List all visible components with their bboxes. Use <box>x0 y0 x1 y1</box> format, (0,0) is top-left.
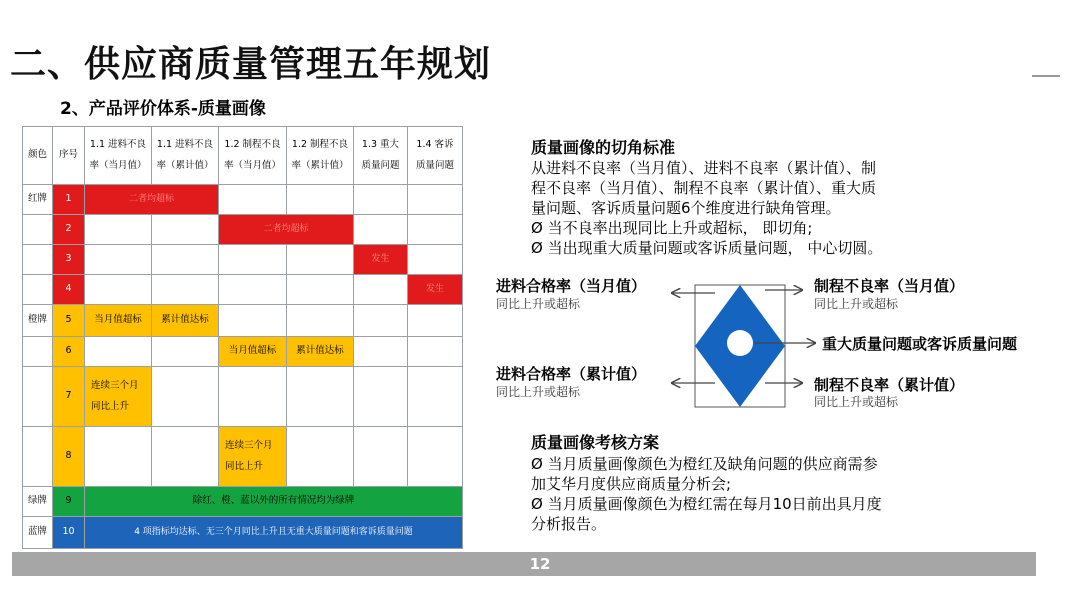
center-circle <box>727 330 753 356</box>
page-number: 12 <box>529 555 551 573</box>
sub-incoming-monthly: 同比上升或超标 <box>496 297 581 311</box>
assessment-line: Ø 当月质量画像颜色为橙红需在每月10日前出具月度 <box>531 495 882 513</box>
row-seq: 10 <box>53 517 85 549</box>
header-incoming-monthly: 1.1 进料不良 率（当月值） <box>85 127 152 185</box>
sub-incoming-cumulative: 同比上升或超标 <box>496 385 581 399</box>
header-complaint: 1.4 客诉 质量问题 <box>408 127 463 185</box>
label-incoming-cumulative: 进料合格率（累计值） <box>496 365 647 383</box>
corner-standard-line: Ø 当不良率出现同比上升或超标， 即切角; <box>531 219 813 237</box>
header-seq: 序号 <box>53 127 85 185</box>
cell-r6a: 当月值超标 <box>219 337 287 367</box>
cell-r2: 二者均超标 <box>219 215 354 245</box>
cell-r8: 连续三个月 同比上升 <box>219 427 287 487</box>
quality-rating-table <box>22 126 463 549</box>
label-process-monthly: 制程不良率（当月值） <box>814 277 965 295</box>
sub-process-monthly: 同比上升或超标 <box>814 297 899 311</box>
table-row <box>23 487 463 517</box>
corner-standard-line: 从进料不良率（当月值）、进料不良率（累计值）、制 <box>531 159 877 177</box>
row-seq: 5 <box>53 305 85 337</box>
sub-process-cumulative: 同比上升或超标 <box>814 395 899 409</box>
row-seq: 7 <box>53 367 85 427</box>
row-seq: 6 <box>53 337 85 367</box>
corner-standard-title: 质量画像的切角标准 <box>531 138 676 157</box>
corner-standard-line: 量问题、客诉质量问题6个维度进行缺角管理。 <box>531 199 841 217</box>
group-orange: 橙牌 <box>23 305 53 337</box>
header-incoming-cumulative: 1.1 进料不良 率（累计值） <box>152 127 219 185</box>
table-row <box>23 245 463 275</box>
label-process-cumulative: 制程不良率（累计值） <box>814 376 965 394</box>
header-process-monthly: 1.2 制程不良 率（当月值） <box>219 127 287 185</box>
label-incoming-monthly: 进料合格率（当月值） <box>496 277 647 295</box>
header-color: 颜色 <box>23 127 53 185</box>
table-row <box>23 305 463 337</box>
row-seq: 8 <box>53 427 85 487</box>
row-seq: 1 <box>53 185 85 215</box>
row-seq: 2 <box>53 215 85 245</box>
cell-r5a: 当月值超标 <box>85 305 152 337</box>
table-row <box>23 427 463 487</box>
cell-r1: 二者均超标 <box>85 185 219 215</box>
assessment-line: Ø 当月质量画像颜色为橙红及缺角问题的供应商需参 <box>531 455 878 473</box>
cell-r5b: 累计值达标 <box>152 305 219 337</box>
corner-standard-text <box>531 158 882 258</box>
group-red: 红牌 <box>23 185 53 215</box>
group-green: 绿牌 <box>23 487 53 517</box>
cell-r4: 发生 <box>408 275 463 305</box>
corner-standard-line: Ø 当出现重大质量问题或客诉质量问题， 中心切圆。 <box>531 239 883 257</box>
cell-r9: 除红、橙、蓝以外的所有情况均为绿牌 <box>85 487 463 517</box>
header-process-cumulative: 1.2 制程不良 率（累计值） <box>287 127 354 185</box>
header-major-issue: 1.3 重大 质量问题 <box>354 127 408 185</box>
table-row <box>23 185 463 215</box>
table-row <box>23 367 463 427</box>
page-title: 二、供应商质量管理五年规划 <box>10 44 492 85</box>
assessment-text <box>531 454 882 534</box>
section-subtitle: 2、产品评价体系-质量画像 <box>60 99 266 119</box>
cell-r10: 4 项指标均达标、无三个月同比上升且无重大质量问题和客诉质量问题 <box>85 517 463 549</box>
title-divider <box>1032 75 1060 77</box>
table-row <box>23 275 463 305</box>
row-seq: 4 <box>53 275 85 305</box>
row-seq: 9 <box>53 487 85 517</box>
cell-r3: 发生 <box>354 245 408 275</box>
cell-r6b: 累计值达标 <box>287 337 354 367</box>
assessment-title: 质量画像考核方案 <box>531 433 660 452</box>
group-blue: 蓝牌 <box>23 517 53 549</box>
assessment-line: 加艾华月度供应商质量分析会; <box>531 475 732 493</box>
corner-standard-line: 程不良率（当月值）、制程不良率（累计值）、重大质 <box>531 179 877 197</box>
assessment-line: 分析报告。 <box>531 515 607 533</box>
cell-r7: 连续三个月 同比上升 <box>85 367 152 427</box>
row-seq: 3 <box>53 245 85 275</box>
table-row <box>23 215 463 245</box>
table-header-row <box>23 127 463 185</box>
table-row <box>23 337 463 367</box>
label-center-issue: 重大质量问题或客诉质量问题 <box>822 335 1018 353</box>
table-row <box>23 517 463 549</box>
